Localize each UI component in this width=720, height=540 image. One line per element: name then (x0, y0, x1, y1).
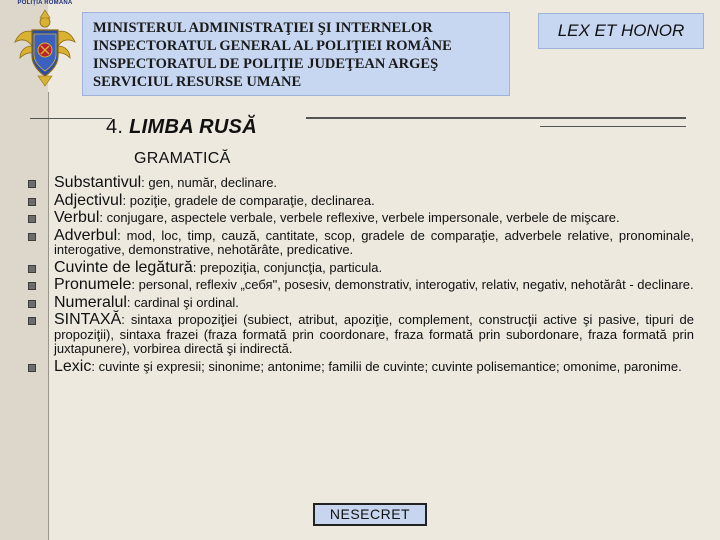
item-term: Cuvinte de legătură (54, 258, 193, 276)
item-term: Lexic (54, 357, 92, 375)
item-description: : gen, număr, declinare. (141, 175, 278, 190)
item-term: Pronumele (54, 276, 132, 293)
square-bullet-icon (28, 265, 36, 273)
square-bullet-icon (28, 233, 36, 241)
list-item (24, 226, 694, 258)
header-line-ministry: MINISTERUL ADMINISTRAŢIEI ŞI INTERNELOR (93, 20, 433, 36)
item-term: Verbul (54, 209, 100, 226)
square-bullet-icon (28, 300, 36, 308)
grammar-topics-list (24, 176, 694, 374)
item-description: : sintaxa propoziţiei (subiect, atribut, apoziţie, complement, construcţii active şi pasive, tipuri de propoziţii), sintaxa frazei (fraza formată prin coordonare, fraza formată prin subordonare, fraza formată prin juxtapunere), vorbirea directă şi indirectă. (54, 312, 694, 356)
header-line-service: SERVICIUL RESURSE UMANE (93, 74, 302, 90)
item-description: : conjugare, aspectele verbale, verbele reflexive, verbele impersonale, verbele de mişcare. (99, 210, 620, 225)
item-description: : personal, reflexiv „себя", posesiv, demonstrativ, interogativ, relativ, negativ, nehotărât - declinare. (131, 277, 694, 292)
section-title-text: LIMBA RUSĂ (129, 116, 257, 138)
header-line-county-inspectorate: INSPECTORATUL DE POLIŢIE JUDEŢEAN ARGEŞ (93, 56, 439, 72)
square-bullet-icon (28, 198, 36, 206)
item-term: Substantivul (54, 174, 142, 191)
header-line-general-inspectorate: INSPECTORATUL GENERAL AL POLIŢIEI ROMÂNE (93, 38, 452, 54)
list-item (24, 211, 694, 226)
item-description: : cuvinte şi expresii; sinonime; antonime; familii de cuvinte; cuvinte polisemantice; omonime, paronime. (91, 358, 682, 374)
list-item (24, 293, 694, 311)
classification-button[interactable]: NESECRET (313, 503, 427, 526)
square-bullet-icon (28, 364, 36, 372)
item-term: Adverbul (54, 226, 118, 244)
item-description: : prepoziţia, conjuncţia, particula. (192, 259, 383, 275)
police-logo (12, 0, 78, 88)
title-rule-left (30, 118, 112, 119)
square-bullet-icon (28, 215, 36, 223)
square-bullet-icon (28, 317, 36, 325)
item-term: Adjectivul (54, 191, 123, 209)
title-rule-right-secondary (540, 126, 686, 127)
list-item (24, 357, 694, 375)
section-number: 4. (106, 116, 124, 138)
item-term: SINTAXĂ (54, 311, 122, 328)
section-title (106, 116, 257, 139)
list-item (24, 258, 694, 276)
list-item (24, 176, 694, 191)
item-term: Numeralul (54, 293, 127, 311)
item-description: : mod, loc, timp, cauză, cantitate, scop, gradele de comparaţie, adverbele relative, pronominale, interogative, demonstrative, nehotărâte, predicative. (54, 227, 694, 257)
list-item (24, 313, 694, 357)
logo-caption: POLIȚIA ROMÂNĂ (17, 0, 73, 6)
section-subtitle: GRAMATICĂ (134, 150, 231, 167)
list-item (24, 191, 694, 209)
square-bullet-icon (28, 180, 36, 188)
institution-header (82, 12, 510, 96)
item-description: : cardinal şi ordinal. (126, 294, 239, 310)
motto-box: LEX ET HONOR (538, 13, 704, 49)
list-item (24, 278, 694, 293)
title-rule-right (306, 117, 686, 119)
romanian-police-coat-of-arms-icon (12, 6, 78, 90)
item-description: : poziţie, gradele de comparaţie, declinarea. (122, 192, 375, 208)
square-bullet-icon (28, 282, 36, 290)
